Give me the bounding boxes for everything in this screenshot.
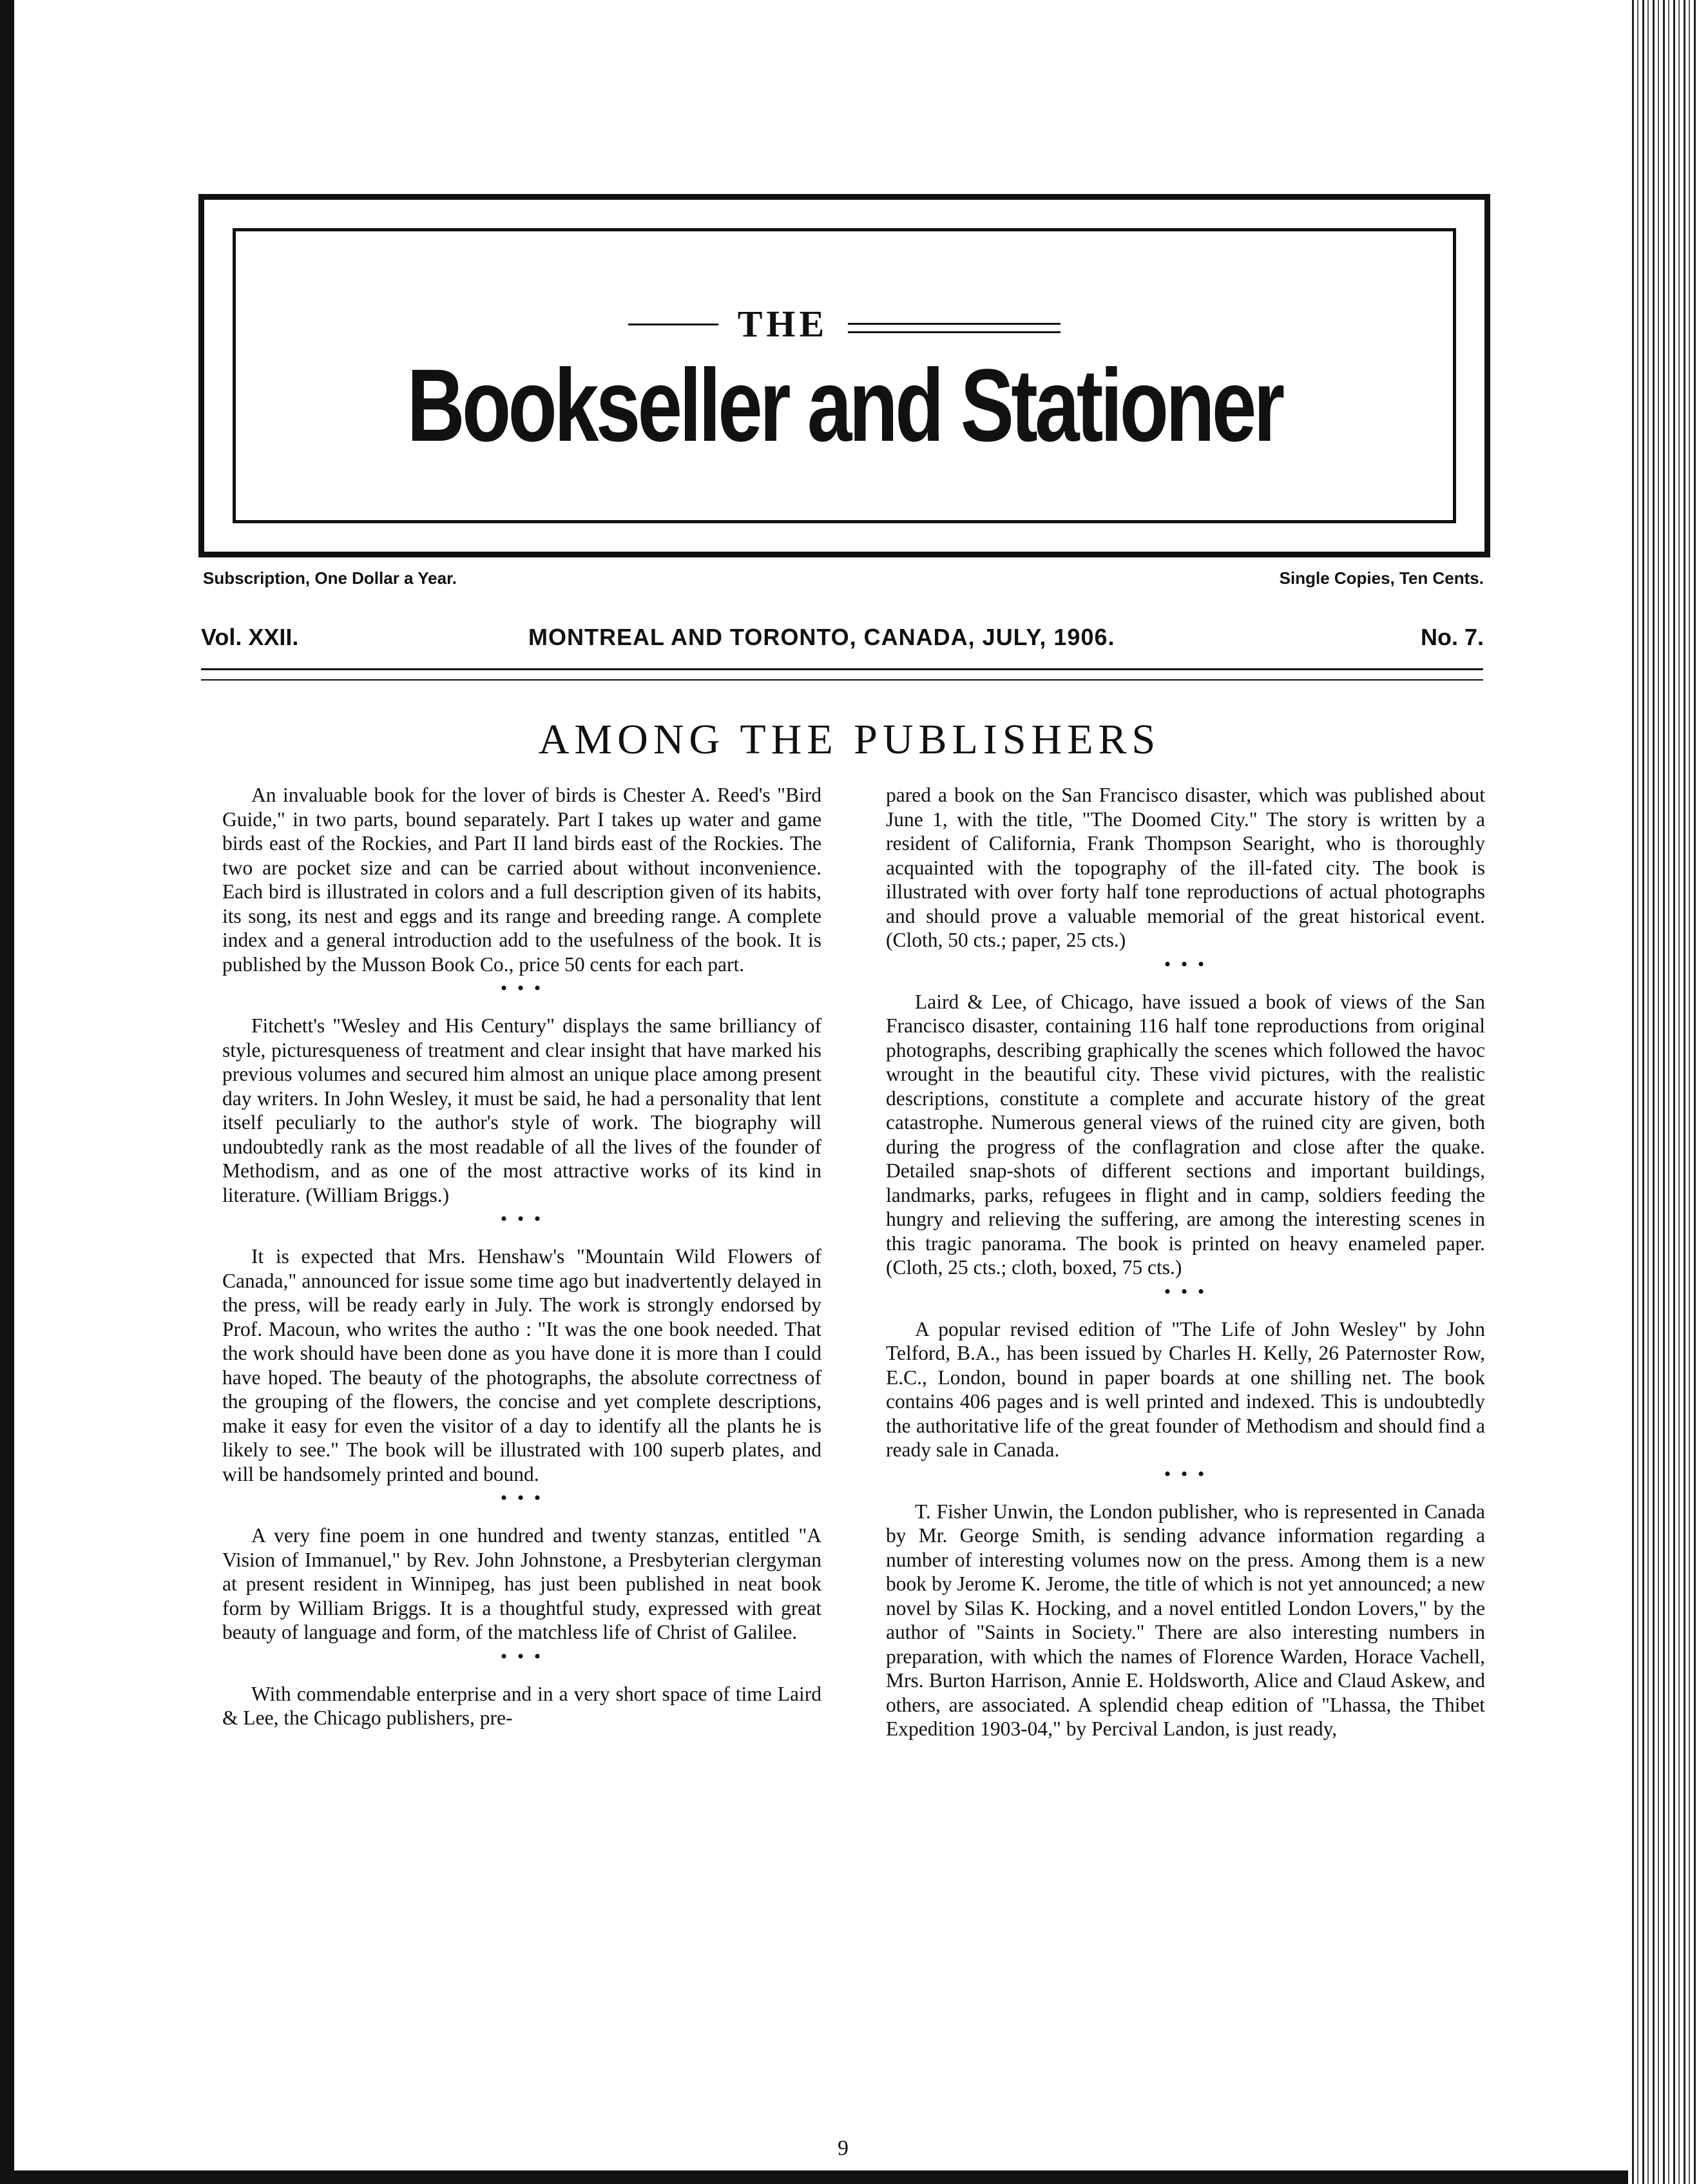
- article-paragraph: Laird & Lee, of Chicago, have issued a book of views of the San Francisco disaster, containing 116 half tone reproductions from original photographs, describing graphically the scenes which followed the havoc wrought in the beautiful city. These vivid pictures, with the realistic descriptions, constitute a complete and accurate history of the great catastrophe. Numerous general views of the ruined city are given, both during the progress of the conflagration and close after the quake. Detailed snap-shots of different sections and important buildings, landmarks, parks, refugees in flight and in camp, soldiers feeding the hungry and relieving the suffering, are among the interesting scenes in this tragic panorama. The book is printed on heavy enameled paper. (Cloth, 25 cts.; cloth, boxed, 75 cts.): [886, 990, 1485, 1279]
- masthead-the-line: [236, 302, 1453, 345]
- masthead-title: Bookseller and Stationer: [407, 347, 1282, 463]
- article-separator: • • •: [500, 1487, 544, 1509]
- article-separator: • • •: [500, 1645, 544, 1667]
- article-separator: • • •: [1164, 953, 1207, 975]
- masthead-inner-frame: [233, 228, 1456, 523]
- article-paragraph: A popular revised edition of "The Life of John Wesley" by John Telford, B.A., has been issued by Charles H. Kelly, 26 Paternoster Row, E.C., London, bound in paper boards at one shilling net. The book contains 406 pages and is well printed and indexed. This is undoubtedly the authoritative life of the great founder of Methodism and should find a ready sale in Canada.: [886, 1317, 1485, 1461]
- subscription-price: Subscription, One Dollar a Year.: [203, 568, 457, 588]
- page-number: 9: [838, 2136, 849, 2160]
- issue-number: No. 7.: [1420, 624, 1484, 650]
- masthead-left-ornament: [628, 324, 718, 332]
- masthead-frame: [198, 194, 1490, 557]
- article-paragraph: An invaluable book for the lover of birds is Chester A. Reed's "Bird Guide," in two parts, bound separately. Part I takes up water and game birds east of the Rockies, and Part II land birds east of the Rockies. The two are pocket size and can be carried about without inconvenience. Each bird is illustrated in colors and a full description given of its habits, its song, its nest and eggs and its range and breeding range. A complete index and a general introduction add to the usefulness of the book. It is published by the Musson Book Co., price 50 cents for each part.: [222, 784, 821, 976]
- bottom-border-rule: [0, 2170, 1699, 2184]
- right-column: [886, 783, 1485, 1741]
- article-paragraph-continued: pared a book on the San Francisco disaster, which was published about June 1, with the title, "The Doomed City." The story is written by a resident of California, Frank Thompson Searight, who is thoroughly acquainted with the topography of the ill-fated city. The book is illustrated with over forty half tone reproductions of actual photographs and should prove a valuable memorial of the great historical event. (Cloth, 50 cts.; paper, 25 cts.): [886, 784, 1485, 951]
- article-paragraph: A very fine poem in one hundred and twenty stanzas, entitled "A Vision of Immanuel," by Rev. John Johnstone, a Presbyterian clergyman at present resident in Winnipeg, has just been published in neat book form by William Briggs. It is a thoughtful study, expressed with great beauty of language and form, of the matchless life of Christ of Galilee.: [222, 1524, 821, 1643]
- left-border-rule: [0, 0, 14, 2184]
- article-separator: • • •: [1164, 1463, 1207, 1485]
- article-paragraph: T. Fisher Unwin, the London publisher, who is represented in Canada by Mr. George Smith, is sending advance information regarding a number of interesting volumes now on the press. Among them is a new book by Jerome K. Jerome, the title of which is not yet announced; a new novel by Silas K. Hocking, and a novel entitled London Lovers," by the author of "Saints in Society." There are also interesting numbers in preparation, with which the names of Florence Warden, Horace Vachell, Mrs. Burton Harrison, Annie E. Holdsworth, Alice and Claud Askew, and others, are associated. A splendid cheap edition of "Lhassa, the Thibet Expedition 1903-04," by Percival Landon, is just ready,: [886, 1500, 1485, 1740]
- volume-label: Vol. XXII.: [201, 624, 299, 650]
- section-title: AMONG THE PUBLISHERS: [538, 716, 1161, 763]
- article-separator: • • •: [1164, 1280, 1207, 1302]
- place-and-date: MONTREAL AND TORONTO, CANADA, JULY, 1906.: [528, 624, 1115, 650]
- article-separator: • • •: [500, 978, 544, 999]
- article-separator: • • •: [500, 1208, 544, 1230]
- masthead-right-ornament: [848, 323, 1061, 333]
- left-column: [222, 783, 821, 1730]
- article-paragraph: It is expected that Mrs. Henshaw's "Mountain Wild Flowers of Canada," announced for issue some time ago but inadvertently delayed in the press, will be ready early in July. The work is strongly endorsed by Prof. Macoun, who writes the autho : "It was the one book needed. That the work should have been done as you have done it is more than I could have hoped. The beauty of the photographs, the absolute correctness of the grouping of the flowers, the concise and yet complete descriptions, make it easy for even the visitor of a day to identify all the plants he is likely to see." The book will be illustrated with 100 superb plates, and will be handsomely printed and bound.: [222, 1245, 821, 1485]
- scanned-page-edge: [1628, 0, 1699, 2184]
- article-paragraph: With commendable enterprise and in a very short space of time Laird & Lee, the Chicago publishers, pre-: [222, 1682, 821, 1729]
- header-double-rule: [201, 668, 1483, 681]
- masthead-the: THE: [737, 303, 829, 345]
- single-copy-price: Single Copies, Ten Cents.: [1279, 568, 1484, 588]
- article-paragraph: Fitchett's "Wesley and His Century" displays the same brilliancy of style, picturesqueness of treatment and clear insight that have marked his previous volumes and secured him almost an unique place among present day writers. In John Wesley, it must be said, he had a personality that lent itself peculiarly to the author's style of work. The biography will undoubtedly rank as the most readable of all the lives of the founder of Methodism, and as one of the most attractive works of its kind in literature. (William Briggs.): [222, 1014, 821, 1206]
